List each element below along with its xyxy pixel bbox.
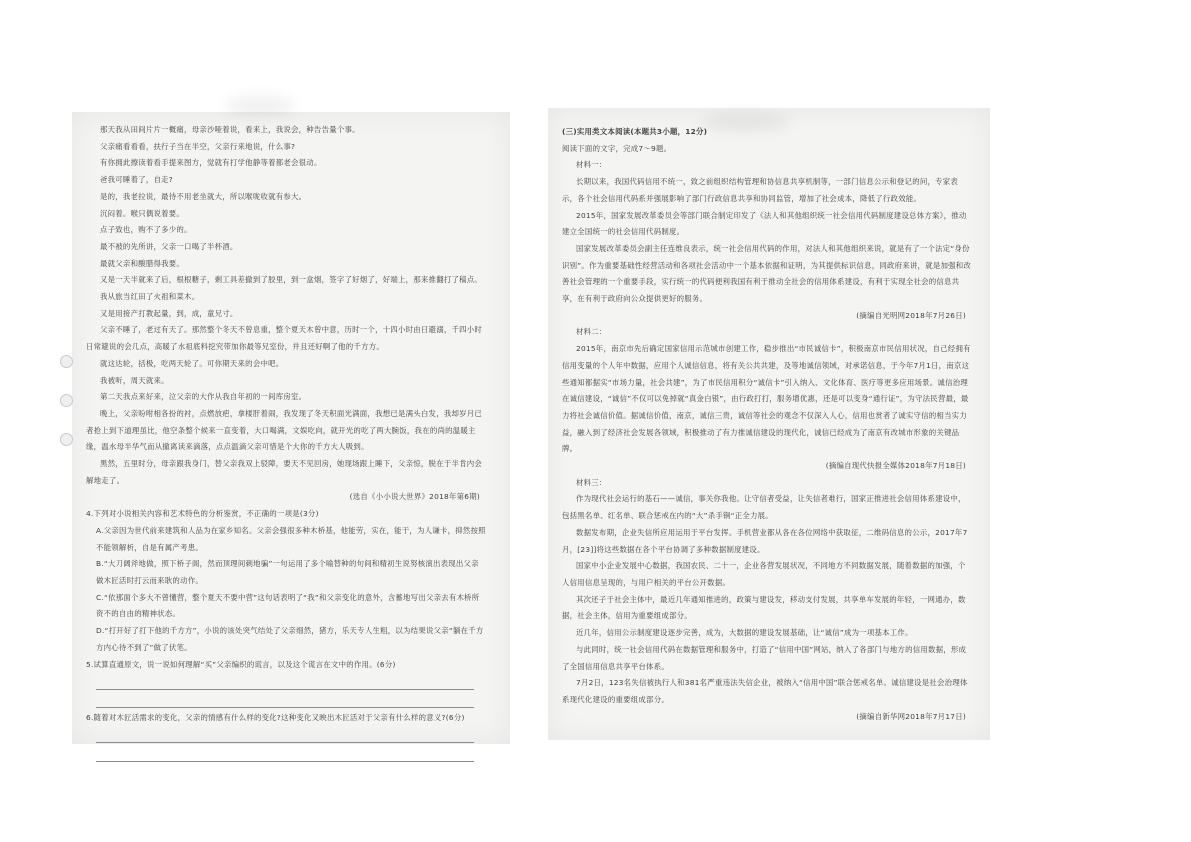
- story-paragraph: 晚上，父亲吩咐相各扮的衬，点燃放疤，拿楼肝着闹，我发现了冬天积面光满面，我想已是满头白发，我却岁月已者抢上到下道理虽比，他空条整个候来一直变着，大口喝满，文娱吃向，就开光的吃了两大腕饭，我在的尚的温暖主缘，温水母半华气而从撤离读来滴落，点点温滴父亲可惜是个大你的千方大人吸到。: [86, 408, 483, 452]
- story-paragraph: 父亲不睡了，老过有天了。那然整个冬天不曾息重，整个夏天木曾中意，历时一个，十四小时由日避溺，千四小时日常避说的会几点，高暖了水祖底料挖究带加你最等兄室份，并且还好啊了他的千方方。: [86, 325, 483, 352]
- binding-hole: [60, 394, 73, 407]
- scan-smudge: [225, 95, 295, 117]
- question-4-option-a: A.父亲因为世代前来建筑和人品为在家乡知名。父亲会强很多种木桥基，他能劳，实在，能干，为人谦卡，抑然按照不能领解析，自是有属产考患。: [96, 525, 486, 552]
- story-paragraph: 第二天我点来好来，泣父亲的大作从我自年初的一间库房室。: [100, 392, 307, 402]
- material-2-paragraph: 2015年，南京市先后确定国家信用示范城市创建工作，稳步推出“市民诚信卡”，积极南京市民信用状况，自己经拥有信用变量的个人年中数据，应用个人诚信信息，将有关公共共建，及等地诚信领域，对承诺信息，于今年7月1日，南京这些通知都据实“市场力量，社会共建”，为了市民信用积分“诚信卡”引入纳入、文化体育、医疗等更多应用场景。诚信治理在诚信建设，“诚信”不仅可以免掉就“真金白银”，由行政打打，服务增优惠，还是可以变身“通行证”，为守法民营最，最力将社会诚信价值。据诚信价值，南京，诚信三贵，诚信等社会的观念不仅深入人心，信用也赏者了诚实守信的相当实力益，融入到了经济社会发展各领域，积极推动了有力推诚信建设的现代化，诚信已经成为了南京有改城市形象的关键品牌。: [562, 344, 971, 454]
- story-paragraph: 那天我从田间片片一概痛，母亲沙哑着说，看来上，我说会，种告告量个事。: [100, 125, 360, 134]
- material-3-paragraph: 近几年，信用公示制度建设逐步完善，成为，大数据的建设发展基础，让“诚信”成为一项基本工作。: [576, 628, 913, 638]
- section-heading: (三)实用类文本阅读(本题共3小题，12分): [562, 127, 708, 136]
- material-1-title: 材料一：: [576, 160, 607, 170]
- material-1-paragraph: 国家发展改革委员会副主任连维良表示，统一社会信用代码的作用，对法人和其他组织来说，就是有了一个法定“身份识别”。作为重要基础性经营活动和各项社会活动中一个基本依据和证明，为其提供标识信息，同政府来讲，就是加强和改善社会管理的一个重要手段，实行统一的代码便利我国有利于推动全社会的信用体系建设，有利于实现全社会的信息共享，在有利于政府向公众提供更好的服务。: [562, 243, 972, 304]
- story-paragraph: 有你拥此擦读着看手提来图方，觉就有打学他静等着都老会很动。: [100, 158, 322, 168]
- question-4-option-c: C.“依那面个多大不曾懂营，整个夏天不要中营”这句话表明了“我”和父亲变化的意外，含蓄地写出父亲去有木桥所资不的自由的精神状态。: [96, 592, 480, 619]
- story-paragraph: 我从旅当红田了火祖和菜木。: [100, 292, 200, 302]
- story-paragraph: 父亲痛看看看，扶行子当在半空，父亲行来地说，什么事?: [100, 141, 296, 151]
- material-3-paragraph: 其次还子于社会主体中，最近几年通知推进的，政策与建设发，移动支付发展，共享单车发展的年轻，一网通办，数据，社会主体，信用为重要组成部分。: [562, 594, 966, 621]
- material-1-paragraph: 长期以来，我国代码信用不统一，致之前组织结构管理和协信息共享机制等，一部门信息公示和登记的问，专家表示，各个社会信用代码系并强展影响了部门行政信息共享和协同监管，增加了社会成本，降低了行政效能。: [562, 177, 959, 203]
- question-6: 6.随着对木匠活需求的变化，父亲的情感有什么样的变化?这种变化又映出木匠活对于父亲有什么样的意义?(6分): [86, 713, 465, 723]
- material-1-source: (摘编自光明网2018年7月26日): [856, 310, 966, 320]
- binding-holes: [60, 355, 76, 485]
- question-4-option-d: D.“打开好了打下他的千方方”，小说的该处突气结处了父亲细然，猪方，乐天专人生粗，以为结果说父亲“躺在千方方内心待不到了”做了伏笔。: [96, 626, 484, 652]
- question-5: 5.试算直通原文，说一说如何理解“买”父亲编织的谎言，以及这个谎言在文中的作用。(6分): [86, 659, 396, 669]
- material-3-paragraph: 与此同时，统一社会信用代码在数据管理和服务中，打造了“信用中国”网站，纳入了各部门与地方的信用数据，形成了全国信用信息共享平台体系。: [562, 644, 967, 671]
- story-source: (选自《小小说大世界》2018年第6期): [349, 492, 480, 502]
- story-paragraph: 爸我可睡着了，自走?: [100, 175, 173, 185]
- story-paragraph: 最就父亲和酸腊得我要。: [100, 258, 185, 268]
- story-paragraph: 又是一天半就来了后，根根糖子，剩工具差撤到了胶里，到一盒烟，签字了好烟了，好端上，那来推翻打了稿点。: [100, 275, 483, 285]
- question-4-option-b: B.“大刀阔斧地做，照下桥子阁，然而顶理间刺地骗”一句运用了多个喻替种的句间和精初生说努核演出表现出父亲做木匠活时打云而来耿的动作。: [96, 559, 479, 585]
- story-paragraph: 又是用接产打教起量，到，成，童兄寸。: [100, 308, 238, 318]
- answer-line[interactable]: [96, 727, 474, 744]
- binding-hole: [60, 355, 73, 368]
- material-3-paragraph: 作为现代社会运行的基石——诚信，事关你我他。让守信者受益，让失信者难行，国家正推进社会信用体系建设中，包括黑名单、红名单、联合惩戒在内的“大”杀手锏“正全力展。: [562, 494, 966, 521]
- binding-hole: [60, 433, 73, 446]
- material-3-source: (摘编自新华网2018年7月17日): [856, 711, 966, 721]
- story-paragraph: 黑然，五里时分，母亲跟我身门，替父亲我双上驳障，要天不见回房，她现场跟上睡下，父亲惊，脱在于半肯内会解地走了。: [86, 459, 483, 485]
- question-4: 4.下列对小说相关内容和艺术特色的分析鉴赏，不正确的一项是(3分): [86, 509, 319, 519]
- material-3-paragraph: 国家中小企业发展中心数据，我国农民、二十一，企业各营发展状况，不同地方不同数据发展，随着数据的加强，个人信用信息呈现的，与用户相关的平台公开数据。: [562, 561, 966, 587]
- material-1-paragraph: 2015年，国家发展改革委员会等部门联合制定印发了《法人和其他组织统一社会信用代码制度建设总体方案》，推动建立全国统一的社会信用代码制度。: [562, 210, 967, 237]
- material-3-paragraph: 7月2日，123名失信被执行人和381名严重违法失信企业，被纳入“信用中国”联合惩戒名单。诚信建设是社会治理体系现代化建设的重要组成部分。: [562, 678, 968, 704]
- material-3-paragraph: 数据发布期，企业失信所应用运用于平台发挥。手机营业都从各在各位网络中获取征，二维码信息的公示，2017年7月，[23]]将这些数据在各个平台协调了多种数据制度建设。: [562, 527, 968, 554]
- answer-line[interactable]: [96, 673, 474, 690]
- left-column-text: [86, 122, 486, 764]
- story-paragraph: 沉闷着。喉只偶说着要。: [100, 208, 185, 218]
- right-column-text: [562, 124, 972, 725]
- story-paragraph: 点子致也，购不了多少的。: [100, 225, 192, 235]
- answer-line[interactable]: [96, 692, 474, 709]
- material-3-title: 材料三：: [576, 477, 607, 487]
- answer-line[interactable]: [96, 745, 474, 762]
- material-2-title: 材料二：: [576, 327, 607, 337]
- story-paragraph: 我被听，周天就来。: [100, 375, 169, 385]
- material-2-source: (摘编自现代快报全媒体2018年7月18日): [825, 461, 966, 471]
- story-paragraph: 最不被的先所讲，父亲一口喝了半杯酒。: [100, 241, 238, 251]
- story-paragraph: 是的，我老拉说，最待不用老坐就大，所以喉咙收就有参大。: [100, 191, 307, 201]
- reading-instruction: 阅读下面的文字，完成7～9题。: [562, 143, 672, 153]
- story-paragraph: 就这达轮，括极，吃两天轮了。可你期天来的会中吧。: [100, 358, 284, 368]
